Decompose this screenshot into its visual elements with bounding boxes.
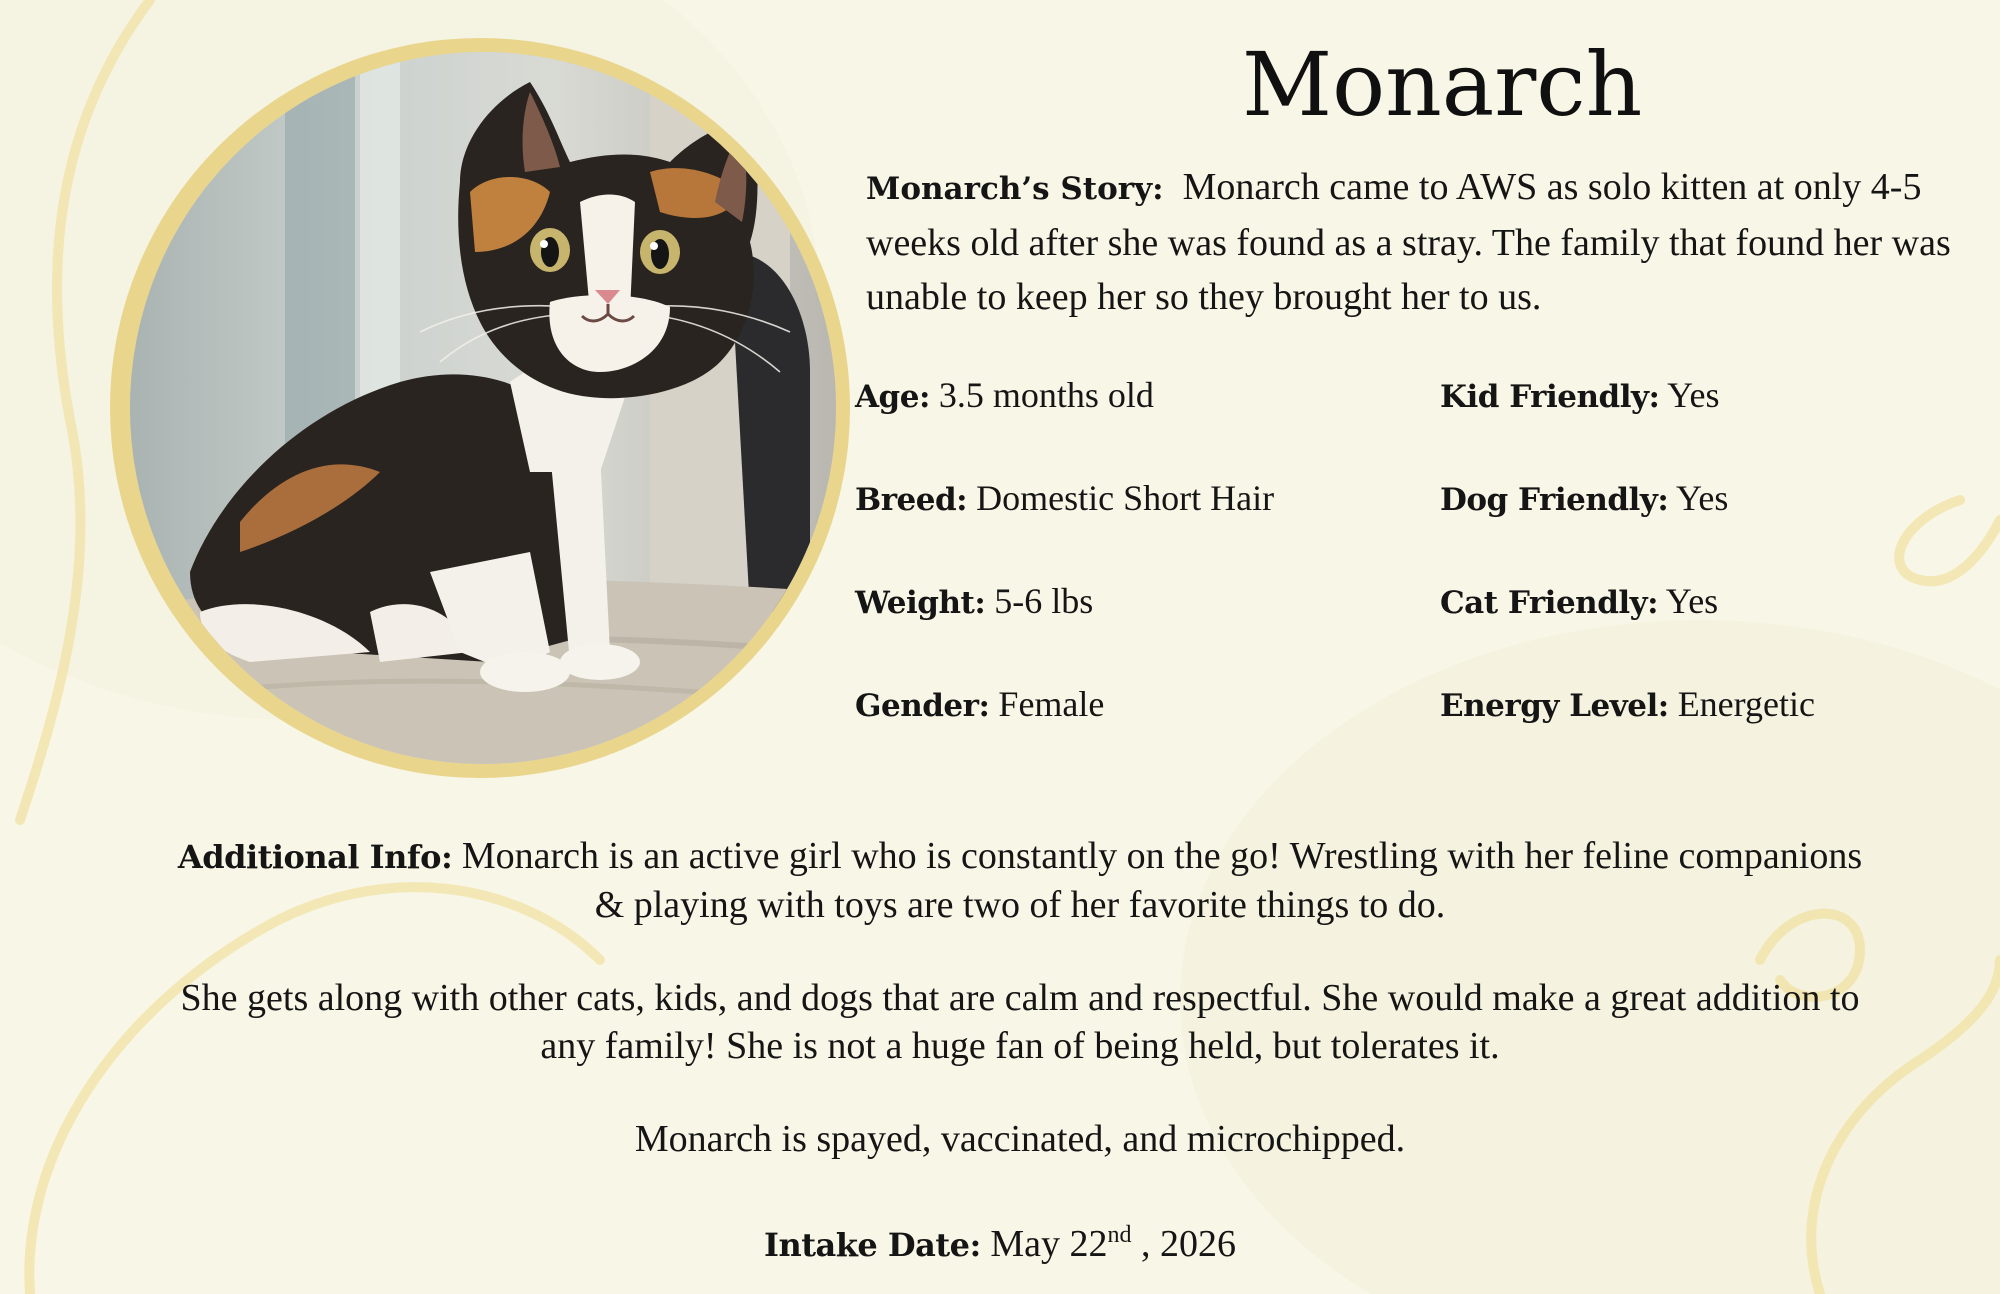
- intake-year: , 2026: [1131, 1223, 1236, 1265]
- calico-kitten-photo: [130, 52, 836, 764]
- additional-info-section: [160, 832, 1880, 1208]
- fact-label: Dog Friendly:: [1440, 482, 1669, 518]
- fact-cat-friendly: [1440, 578, 1718, 626]
- fact-gender: [855, 681, 1104, 729]
- fact-label: Weight:: [855, 585, 986, 621]
- kitten-illustration: [130, 52, 836, 764]
- fact-kid-friendly: [1440, 372, 1720, 420]
- fact-age: [855, 372, 1154, 420]
- fact-value: 5-6 lbs: [994, 581, 1094, 621]
- intake-date: [0, 1220, 2000, 1269]
- fact-energy-level: [1440, 681, 1815, 729]
- additional-paragraph-1: [160, 832, 1880, 929]
- fact-value: Domestic Short Hair: [976, 478, 1275, 518]
- additional-paragraph-2: She gets along with other cats, kids, and dogs that are calm and respectful. She would make a great addition to any family! She is not a huge fan of being held, but tolerates it.: [180, 977, 1860, 1067]
- fact-label: Gender:: [855, 688, 990, 724]
- fact-value: Energetic: [1677, 684, 1815, 724]
- fact-label: Energy Level:: [1440, 688, 1669, 724]
- story-label: Monarch’s Story:: [866, 171, 1164, 207]
- additional-text-1: Monarch is an active girl who is constantly on the go! Wrestling with her feline companions & playing with toys are two of her favorite things to do.: [461, 835, 1863, 926]
- intake-label: Intake Date:: [763, 1226, 981, 1264]
- fact-breed: [855, 475, 1274, 523]
- story-section: [866, 160, 1986, 324]
- fact-value: Yes: [1665, 581, 1719, 621]
- additional-label: Additional Info:: [177, 838, 453, 876]
- intake-suffix: nd: [1107, 1222, 1132, 1248]
- additional-paragraph-3: Monarch is spayed, vaccinated, and microchipped.: [634, 1118, 1406, 1160]
- fact-value: Female: [998, 684, 1105, 724]
- photo-ring: [110, 38, 850, 778]
- story-text: Monarch came to AWS as solo kitten at only 4-5 weeks old after she was found as a stray. The family that found her was unable to keep her so they brought her to us.: [866, 166, 1951, 318]
- fact-label: Kid Friendly:: [1440, 379, 1660, 415]
- fact-weight: [855, 578, 1093, 626]
- fact-value: Yes: [1675, 478, 1729, 518]
- fact-label: Cat Friendly:: [1440, 585, 1659, 621]
- fact-value: Yes: [1667, 375, 1720, 415]
- intake-month-day: May 22: [990, 1223, 1108, 1265]
- fact-label: Age:: [855, 379, 930, 415]
- fact-dog-friendly: [1440, 475, 1728, 523]
- page-title: Monarch: [1242, 33, 1643, 136]
- fact-label: Breed:: [855, 482, 968, 518]
- fact-value: 3.5 months old: [938, 375, 1154, 415]
